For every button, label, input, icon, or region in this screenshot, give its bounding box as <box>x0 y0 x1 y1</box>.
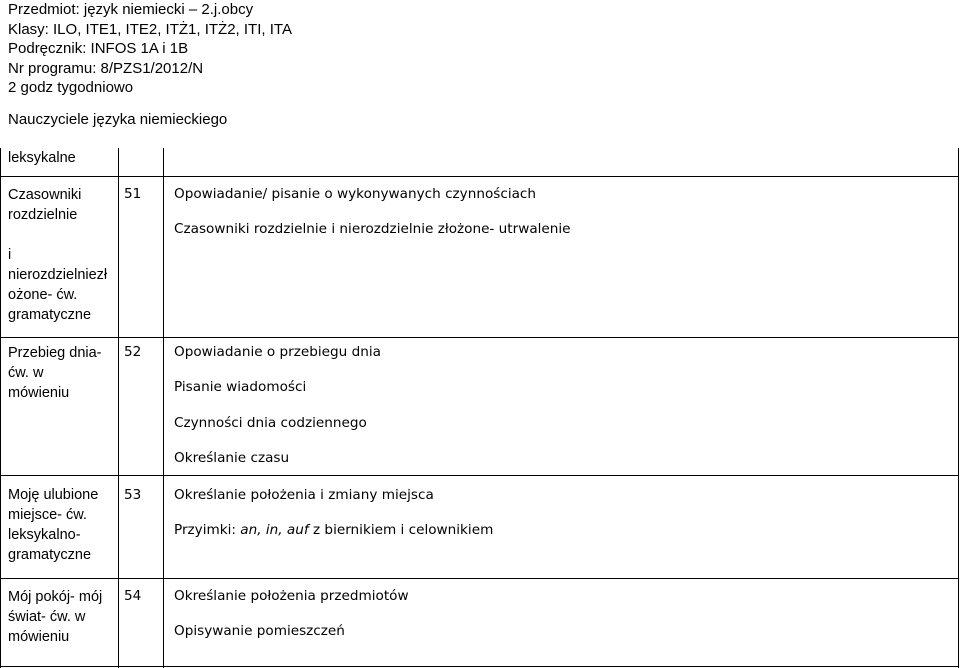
category-text: Mój pokój- mój <box>8 589 103 605</box>
classes-line: Klasy: ILO, ITE1, ITE2, ITŻ1, ITŻ2, ITI, ITA <box>8 20 292 38</box>
prepositions-suffix: z biernikiem i celownikiem <box>308 522 494 538</box>
topic-text: Opowiadanie o przebiegu dnia <box>174 344 381 360</box>
category-text: leksykalne <box>8 150 76 166</box>
category-text: Moję ulubione <box>8 487 99 503</box>
category-cell <box>8 343 114 403</box>
category-text: świat- ćw. w <box>8 609 86 625</box>
category-text: i <box>8 247 12 263</box>
category-text: leksykalno- <box>8 527 81 543</box>
table-border-col1 <box>118 148 119 668</box>
category-text: gramatyczne <box>8 307 92 323</box>
lesson-number: 54 <box>124 588 142 604</box>
category-cell <box>8 185 114 325</box>
topic-text: Opowiadanie/ pisanie o wykonywanych czynnościach <box>174 186 537 202</box>
table-border-right <box>958 148 959 668</box>
hours-line: 2 godz tygodniowo <box>8 79 134 96</box>
lesson-number: 53 <box>124 487 142 503</box>
category-text: rozdzielnie <box>8 207 78 223</box>
topic-text: Określanie położenia i zmiany miejsca <box>174 487 434 503</box>
category-cell <box>8 587 114 647</box>
teachers-line: Nauczyciele języka niemieckiego <box>8 111 228 128</box>
textbook-line: Podręcznik: INFOS 1A i 1B <box>8 40 189 57</box>
category-text: ożone- ćw. <box>8 287 78 303</box>
lesson-number: 52 <box>124 344 142 360</box>
category-text: gramatyczne <box>8 547 92 563</box>
category-text <box>8 225 114 245</box>
category-text: Czasowniki <box>8 187 82 203</box>
topic-text: Czynności dnia codziennego <box>174 415 367 431</box>
category-cell <box>8 148 114 168</box>
row-border-2 <box>0 337 959 338</box>
category-text: mówieniu <box>8 385 70 401</box>
prepositions-prefix: Przyimki: <box>174 522 241 538</box>
category-text: nierozdzielniezł <box>8 267 108 283</box>
topic-text: Określanie czasu <box>174 450 290 466</box>
prepositions-italic: an, in, auf <box>240 522 309 538</box>
prepositions-line <box>174 522 493 538</box>
category-text: Przebieg dnia- <box>8 345 102 361</box>
topic-text: Czasowniki rozdzielnie i nierozdzielnie złożone- utrwalenie <box>174 221 571 237</box>
category-cell <box>8 485 114 565</box>
row-border-4 <box>0 578 959 579</box>
topic-text: Określanie położenia przedmiotów <box>174 588 409 604</box>
category-text: mówieniu <box>8 629 70 645</box>
table-border-left <box>0 148 1 668</box>
row-border-5 <box>0 666 959 667</box>
category-text: ćw. w <box>8 365 44 381</box>
program-line: Nr programu: 8/PZS1/2012/N <box>8 59 204 77</box>
category-text: miejsce- ćw. <box>8 507 87 523</box>
topic-text: Pisanie wiadomości <box>174 379 307 395</box>
subject-line: Przedmiot: język niemiecki – 2.j.obcy <box>8 1 254 18</box>
table-border-col2 <box>163 148 164 668</box>
lesson-number: 51 <box>124 186 142 202</box>
row-border-3 <box>0 475 959 476</box>
topic-text: Opisywanie pomieszczeń <box>174 623 345 639</box>
row-border-1 <box>0 176 959 177</box>
